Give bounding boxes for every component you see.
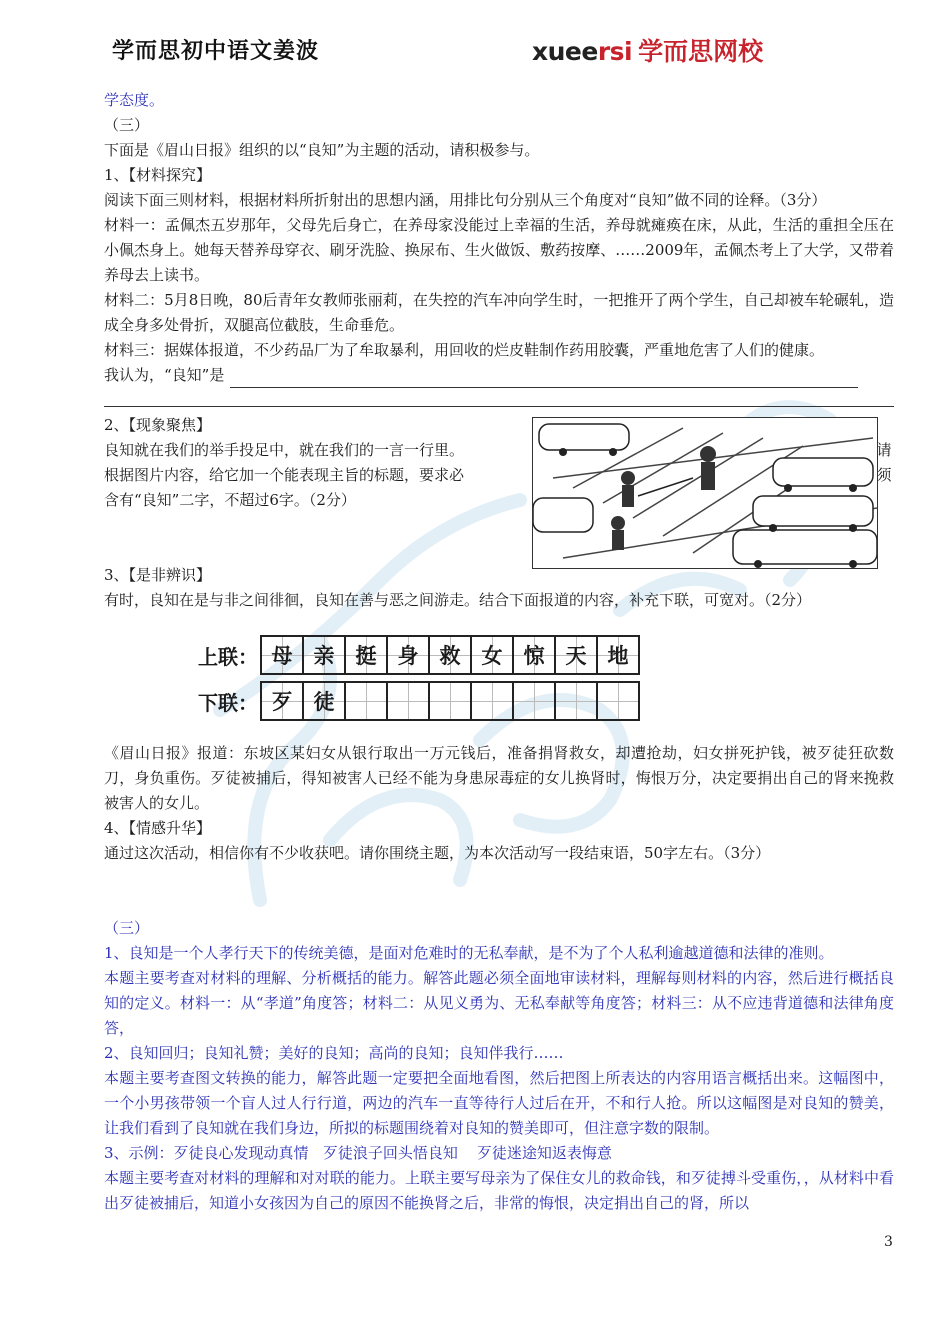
q3-title: 3、【是非辨识】 [104, 566, 212, 584]
upper-couplet-cell [598, 637, 640, 673]
upper-couplet-char: 惊 [523, 643, 545, 668]
upper-couplet-label: 上联： [198, 644, 258, 669]
upper-couplet-char: 身 [397, 643, 419, 668]
intro-text: 下面是《眉山日报》组织的以“良知”为主题的活动，请积极参与。 [104, 141, 540, 159]
upper-couplet-char: 救 [439, 643, 461, 668]
upper-couplet-cell [388, 637, 430, 673]
q2-text-1: 良知就在我们的举手投足中，就在我们的一言一行里。 [104, 441, 465, 459]
header-title: 学而思初中语文姜波 [112, 38, 320, 64]
page-number: 3 [884, 1234, 893, 1250]
q2-title: 2、【现象聚焦】 [104, 416, 212, 434]
brand-logo [532, 32, 763, 68]
q2-text-3: 含有“良知”二字，不超过6字。（2分） [104, 491, 356, 509]
couplet-grid [198, 633, 894, 723]
q1-answer-prefix: 我认为，“良知”是 [104, 366, 225, 384]
page-content [104, 88, 894, 1216]
upper-couplet-cell [556, 637, 598, 673]
q1-answer-blank[interactable] [230, 369, 858, 388]
q4-prompt: 通过这次活动，相信你有不少收获吧。请你围绕主题，为本次活动写一段结束语，50字左右。（3分） [104, 844, 771, 862]
lower-couplet-cell[interactable] [430, 683, 472, 719]
upper-couplet-cell [304, 637, 346, 673]
section-label: （三） [104, 116, 150, 134]
q1-answer-line [104, 363, 894, 388]
answers-label: （三） [104, 919, 150, 937]
brand-logo-latin: xueersi [532, 37, 633, 66]
answer-3-note: 本题主要考查对材料的理解和对对联的能力。上联主要写母亲为了保住女儿的救命钱，和歹徒搏斗受重伤，，从材料中看出歹徒被捕后，知道小女孩因为自己的原因不能换肾之后，非常的悔恨，决定捐出自己的肾，所以 [104, 1169, 894, 1212]
lower-couplet-cell [304, 683, 346, 719]
lower-couplet-char: 歹 [271, 689, 293, 714]
upper-couplet-char: 女 [481, 643, 503, 668]
upper-couplet-cell [430, 637, 472, 673]
lower-couplet-cell[interactable] [346, 683, 388, 719]
answer-3: 3、示例：歹徒良心发现动真情 歹徒浪子回头悟良知 歹徒迷途知返表悔意 [104, 1144, 612, 1162]
lower-couplet-label: 下联： [198, 690, 258, 715]
upper-couplet-cell [514, 637, 556, 673]
lower-couplet-cell[interactable] [598, 683, 640, 719]
answer-2-note: 本题主要考查图文转换的能力，解答此题一定要把全面地看图，然后把图上所表达的内容用语言概括出来。这幅图中，一个小男孩带领一个盲人过人行行道，两边的汽车一直等待行人过后在开，不和行人抢。所以这幅图是对良知的赞美，让我们看到了良知就在我们身边，所拟的标题围绕着对良知的赞美即可，但注意字数的限制。 [104, 1069, 894, 1137]
lower-couplet-cell[interactable] [514, 683, 556, 719]
lower-couplet-cell [262, 683, 304, 719]
upper-couplet-char: 天 [565, 643, 587, 668]
lower-couplet-cell[interactable] [388, 683, 430, 719]
lower-couplet-cell[interactable] [556, 683, 598, 719]
q1-answer-blank-2[interactable] [104, 388, 894, 407]
q2-side-2: 须 [876, 466, 892, 484]
q1-prompt: 阅读下面三则材料，根据材料所折射出的思想内涵，用排比句分别从三个角度对“良知”做不同的诠释。（3分） [104, 191, 827, 209]
answer-1: 1、良知是一个人孝行天下的传统美德，是面对危难时的无私奉献，是不为了个人私利逾越道德和法律的准则。 [104, 944, 834, 962]
lower-couplet-grid [260, 681, 640, 721]
upper-couplet-char: 挺 [355, 643, 377, 668]
upper-couplet-char: 地 [607, 643, 629, 668]
q1-material-2: 材料二：5月8日晚，80后青年女教师张丽莉，在失控的汽车冲向学生时，一把推开了两个学生，自己却被车轮碾轧，造成全身多处骨折，双腿高位截肢，生命垂危。 [104, 291, 894, 334]
q2-side-1: 请 [876, 441, 892, 459]
upper-couplet-cell [262, 637, 304, 673]
crosswalk-illustration [532, 417, 878, 569]
upper-couplet-cell [346, 637, 388, 673]
q1-title: 1、【材料探究】 [104, 166, 212, 184]
brand-logo-cn: 学而思网校 [638, 37, 764, 66]
q2-text-2: 根据图片内容，给它加一个能表现主旨的标题，要求必 [104, 466, 465, 484]
answer-1-note: 本题主要考查对材料的理解、分析概括的能力。解答此题必须全面地审读材料，理解每则材料的内容，然后进行概括良知的定义。材料一：从“孝道”角度答；材料二：从见义勇为、无私奉献等角度答；材料三：从不应违背道德和法律角度答， [104, 969, 894, 1037]
q1-material-1: 材料一：孟佩杰五岁那年，父母先后身亡，在养母家没能过上幸福的生活，养母就瘫痪在床，从此，生活的重担全压在小佩杰身上。她每天替养母穿衣、刷牙洗脸、换尿布、生火做饭、敷药按摩、……2009年，孟佩杰考上了大学，又带着养母去上读书。 [104, 216, 894, 284]
intro-tail: 学态度。 [104, 91, 165, 109]
upper-couplet-char: 亲 [313, 643, 335, 668]
q3-report: 《眉山日报》报道：东坡区某妇女从银行取出一万元钱后，准备捐肾救女，却遭抢劫，妇女拼死护钱，被歹徒狂砍数刀，身负重伤。歹徒被捕后，得知被害人已经不能为身患尿毒症的女儿换肾时，悔恨万分，决定要捐出自己的肾来挽救被害人的女儿。 [104, 744, 894, 812]
upper-couplet-grid [260, 635, 640, 675]
lower-couplet-cell[interactable] [472, 683, 514, 719]
q2-section [104, 413, 894, 541]
upper-couplet-cell [472, 637, 514, 673]
q4-title: 4、【情感升华】 [104, 819, 212, 837]
answer-2: 2、良知回归；良知礼赞；美好的良知；高尚的良知；良知伴我行…… [104, 1044, 564, 1062]
upper-couplet-char: 母 [271, 643, 293, 668]
lower-couplet-char: 徒 [313, 689, 335, 714]
q3-prompt: 有时，良知在是与非之间徘徊，良知在善与恶之间游走。结合下面报道的内容，补充下联，可宽对。（2分） [104, 591, 812, 609]
q1-material-3: 材料三：据媒体报道，不少药品厂为了牟取暴利，用回收的烂皮鞋制作药用胶囊，严重地危害了人们的健康。 [104, 341, 825, 359]
